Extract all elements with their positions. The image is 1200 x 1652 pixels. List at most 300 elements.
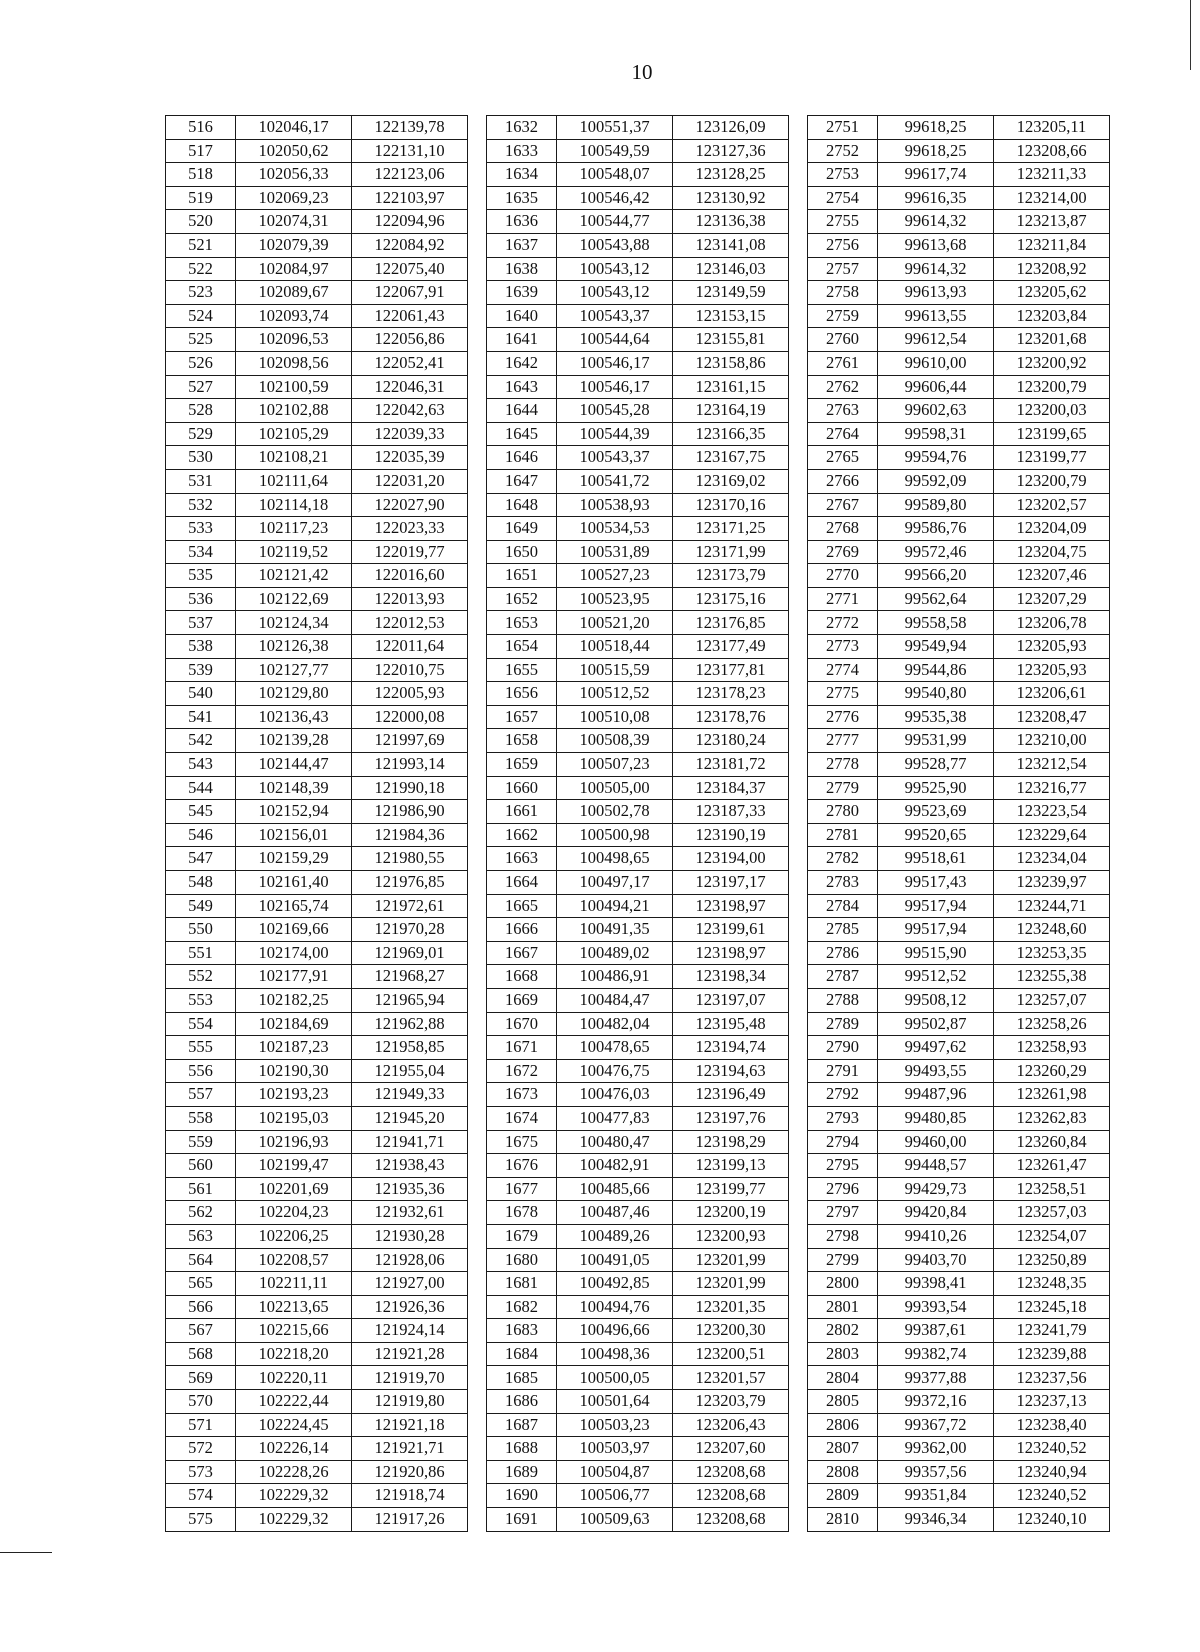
x-coordinate-cell: 102193,23	[236, 1083, 352, 1107]
y-coordinate-cell: 123211,33	[994, 163, 1110, 187]
point-number-cell: 1672	[487, 1059, 557, 1083]
point-number-cell: 529	[166, 422, 236, 446]
x-coordinate-cell: 99515,90	[878, 941, 994, 965]
x-coordinate-cell: 102079,39	[236, 233, 352, 257]
y-coordinate-cell: 123198,97	[673, 941, 789, 965]
y-coordinate-cell: 123203,84	[994, 304, 1110, 328]
x-coordinate-cell: 102108,21	[236, 446, 352, 470]
column-separator	[468, 1177, 487, 1201]
x-coordinate-cell: 102213,65	[236, 1295, 352, 1319]
y-coordinate-cell: 123248,35	[994, 1272, 1110, 1296]
x-coordinate-cell: 99517,94	[878, 918, 994, 942]
x-coordinate-cell: 100541,72	[557, 469, 673, 493]
y-coordinate-cell: 123197,07	[673, 988, 789, 1012]
table-row	[166, 1295, 1110, 1319]
point-number-cell: 1669	[487, 988, 557, 1012]
point-number-cell: 1684	[487, 1342, 557, 1366]
point-number-cell: 535	[166, 564, 236, 588]
x-coordinate-cell: 100491,35	[557, 918, 673, 942]
x-coordinate-cell: 99372,16	[878, 1390, 994, 1414]
y-coordinate-cell: 123136,38	[673, 210, 789, 234]
y-coordinate-cell: 121969,01	[352, 941, 468, 965]
x-coordinate-cell: 100538,93	[557, 493, 673, 517]
y-coordinate-cell: 123197,76	[673, 1106, 789, 1130]
point-number-cell: 2751	[808, 116, 878, 140]
point-number-cell: 2785	[808, 918, 878, 942]
x-coordinate-cell: 99518,61	[878, 847, 994, 871]
y-coordinate-cell: 123207,60	[673, 1437, 789, 1461]
scan-margin-line	[1190, 0, 1191, 70]
point-number-cell: 1675	[487, 1130, 557, 1154]
x-coordinate-cell: 99502,87	[878, 1012, 994, 1036]
point-number-cell: 2799	[808, 1248, 878, 1272]
x-coordinate-cell: 99520,65	[878, 823, 994, 847]
column-separator	[789, 375, 808, 399]
x-coordinate-cell: 99616,35	[878, 186, 994, 210]
y-coordinate-cell: 123260,29	[994, 1059, 1110, 1083]
column-separator	[468, 871, 487, 895]
column-separator	[789, 705, 808, 729]
point-number-cell: 2755	[808, 210, 878, 234]
point-number-cell: 1685	[487, 1366, 557, 1390]
point-number-cell: 1647	[487, 469, 557, 493]
column-separator	[789, 1083, 808, 1107]
x-coordinate-cell: 102089,67	[236, 281, 352, 305]
table-row	[166, 941, 1110, 965]
y-coordinate-cell: 121993,14	[352, 753, 468, 777]
x-coordinate-cell: 102161,40	[236, 871, 352, 895]
x-coordinate-cell: 99592,09	[878, 469, 994, 493]
x-coordinate-cell: 100480,47	[557, 1130, 673, 1154]
point-number-cell: 574	[166, 1484, 236, 1508]
table-row	[166, 1248, 1110, 1272]
x-coordinate-cell: 100546,17	[557, 351, 673, 375]
point-number-cell: 1676	[487, 1154, 557, 1178]
y-coordinate-cell: 123203,79	[673, 1390, 789, 1414]
column-separator	[789, 304, 808, 328]
x-coordinate-cell: 102220,11	[236, 1366, 352, 1390]
x-coordinate-cell: 99393,54	[878, 1295, 994, 1319]
point-number-cell: 543	[166, 753, 236, 777]
point-number-cell: 1639	[487, 281, 557, 305]
column-separator	[468, 823, 487, 847]
y-coordinate-cell: 121941,71	[352, 1130, 468, 1154]
y-coordinate-cell: 123204,75	[994, 540, 1110, 564]
x-coordinate-cell: 100512,52	[557, 682, 673, 706]
y-coordinate-cell: 123237,56	[994, 1366, 1110, 1390]
table-row	[166, 1036, 1110, 1060]
column-separator	[468, 328, 487, 352]
y-coordinate-cell: 121968,27	[352, 965, 468, 989]
y-coordinate-cell: 123176,85	[673, 611, 789, 635]
x-coordinate-cell: 102174,00	[236, 941, 352, 965]
x-coordinate-cell: 100489,26	[557, 1224, 673, 1248]
point-number-cell: 518	[166, 163, 236, 187]
y-coordinate-cell: 122010,75	[352, 658, 468, 682]
x-coordinate-cell: 99528,77	[878, 753, 994, 777]
x-coordinate-cell: 99562,64	[878, 587, 994, 611]
column-separator	[789, 1036, 808, 1060]
column-separator	[789, 351, 808, 375]
x-coordinate-cell: 100509,63	[557, 1508, 673, 1532]
x-coordinate-cell: 99540,80	[878, 682, 994, 706]
point-number-cell: 2776	[808, 705, 878, 729]
x-coordinate-cell: 100543,88	[557, 233, 673, 257]
x-coordinate-cell: 99351,84	[878, 1484, 994, 1508]
x-coordinate-cell: 99420,84	[878, 1201, 994, 1225]
y-coordinate-cell: 123180,24	[673, 729, 789, 753]
y-coordinate-cell: 123210,00	[994, 729, 1110, 753]
column-separator	[789, 635, 808, 659]
point-number-cell: 2780	[808, 800, 878, 824]
y-coordinate-cell: 121935,36	[352, 1177, 468, 1201]
point-number-cell: 2798	[808, 1224, 878, 1248]
column-separator	[468, 281, 487, 305]
column-separator	[468, 139, 487, 163]
column-separator	[789, 186, 808, 210]
y-coordinate-cell: 122031,20	[352, 469, 468, 493]
column-separator	[789, 257, 808, 281]
y-coordinate-cell: 123238,40	[994, 1413, 1110, 1437]
y-coordinate-cell: 123208,68	[673, 1484, 789, 1508]
y-coordinate-cell: 123204,09	[994, 517, 1110, 541]
point-number-cell: 1637	[487, 233, 557, 257]
y-coordinate-cell: 123187,33	[673, 800, 789, 824]
point-number-cell: 2781	[808, 823, 878, 847]
x-coordinate-cell: 100496,66	[557, 1319, 673, 1343]
y-coordinate-cell: 123257,03	[994, 1201, 1110, 1225]
y-coordinate-cell: 121918,74	[352, 1484, 468, 1508]
y-coordinate-cell: 123244,71	[994, 894, 1110, 918]
table-body	[166, 116, 1110, 1532]
point-number-cell: 555	[166, 1036, 236, 1060]
point-number-cell: 1670	[487, 1012, 557, 1036]
y-coordinate-cell: 123214,00	[994, 186, 1110, 210]
x-coordinate-cell: 99523,69	[878, 800, 994, 824]
point-number-cell: 516	[166, 116, 236, 140]
y-coordinate-cell: 123200,03	[994, 399, 1110, 423]
y-coordinate-cell: 123207,46	[994, 564, 1110, 588]
y-coordinate-cell: 123208,47	[994, 705, 1110, 729]
x-coordinate-cell: 100503,97	[557, 1437, 673, 1461]
x-coordinate-cell: 100482,91	[557, 1154, 673, 1178]
x-coordinate-cell: 100491,05	[557, 1248, 673, 1272]
table-row	[166, 493, 1110, 517]
x-coordinate-cell: 100551,37	[557, 116, 673, 140]
point-number-cell: 2765	[808, 446, 878, 470]
y-coordinate-cell: 123239,88	[994, 1342, 1110, 1366]
y-coordinate-cell: 123201,99	[673, 1272, 789, 1296]
column-separator	[468, 776, 487, 800]
x-coordinate-cell: 99618,25	[878, 116, 994, 140]
column-separator	[789, 281, 808, 305]
point-number-cell: 1656	[487, 682, 557, 706]
y-coordinate-cell: 123200,92	[994, 351, 1110, 375]
table-row	[166, 658, 1110, 682]
point-number-cell: 1677	[487, 1177, 557, 1201]
x-coordinate-cell: 102218,20	[236, 1342, 352, 1366]
column-separator	[468, 894, 487, 918]
table-row	[166, 1177, 1110, 1201]
x-coordinate-cell: 102114,18	[236, 493, 352, 517]
column-separator	[468, 1460, 487, 1484]
point-number-cell: 1652	[487, 587, 557, 611]
point-number-cell: 1633	[487, 139, 557, 163]
x-coordinate-cell: 100544,39	[557, 422, 673, 446]
column-separator	[789, 116, 808, 140]
x-coordinate-cell: 99448,57	[878, 1154, 994, 1178]
y-coordinate-cell: 123195,48	[673, 1012, 789, 1036]
x-coordinate-cell: 102228,26	[236, 1460, 352, 1484]
y-coordinate-cell: 123202,57	[994, 493, 1110, 517]
x-coordinate-cell: 99549,94	[878, 635, 994, 659]
x-coordinate-cell: 102084,97	[236, 257, 352, 281]
point-number-cell: 537	[166, 611, 236, 635]
y-coordinate-cell: 122023,33	[352, 517, 468, 541]
point-number-cell: 538	[166, 635, 236, 659]
point-number-cell: 2805	[808, 1390, 878, 1414]
table-row	[166, 1366, 1110, 1390]
column-separator	[468, 729, 487, 753]
y-coordinate-cell: 121919,80	[352, 1390, 468, 1414]
y-coordinate-cell: 123198,97	[673, 894, 789, 918]
x-coordinate-cell: 100494,21	[557, 894, 673, 918]
table-row	[166, 988, 1110, 1012]
point-number-cell: 562	[166, 1201, 236, 1225]
x-coordinate-cell: 99602,63	[878, 399, 994, 423]
x-coordinate-cell: 100548,07	[557, 163, 673, 187]
x-coordinate-cell: 102111,64	[236, 469, 352, 493]
y-coordinate-cell: 123240,52	[994, 1437, 1110, 1461]
x-coordinate-cell: 99572,46	[878, 540, 994, 564]
x-coordinate-cell: 100534,53	[557, 517, 673, 541]
y-coordinate-cell: 121984,36	[352, 823, 468, 847]
y-coordinate-cell: 121986,90	[352, 800, 468, 824]
y-coordinate-cell: 122012,53	[352, 611, 468, 635]
y-coordinate-cell: 123199,77	[673, 1177, 789, 1201]
x-coordinate-cell: 100500,05	[557, 1366, 673, 1390]
column-separator	[468, 304, 487, 328]
x-coordinate-cell: 100523,95	[557, 587, 673, 611]
y-coordinate-cell: 122042,63	[352, 399, 468, 423]
y-coordinate-cell: 122016,60	[352, 564, 468, 588]
table-row	[166, 1083, 1110, 1107]
x-coordinate-cell: 99610,00	[878, 351, 994, 375]
x-coordinate-cell: 102177,91	[236, 965, 352, 989]
column-separator	[468, 163, 487, 187]
point-number-cell: 2761	[808, 351, 878, 375]
y-coordinate-cell: 121980,55	[352, 847, 468, 871]
x-coordinate-cell: 99497,62	[878, 1036, 994, 1060]
table-row	[166, 1154, 1110, 1178]
point-number-cell: 560	[166, 1154, 236, 1178]
x-coordinate-cell: 102165,74	[236, 894, 352, 918]
y-coordinate-cell: 123201,35	[673, 1295, 789, 1319]
column-separator	[468, 399, 487, 423]
x-coordinate-cell: 102098,56	[236, 351, 352, 375]
column-separator	[468, 800, 487, 824]
point-number-cell: 2786	[808, 941, 878, 965]
x-coordinate-cell: 102129,80	[236, 682, 352, 706]
table-row	[166, 800, 1110, 824]
y-coordinate-cell: 123198,29	[673, 1130, 789, 1154]
point-number-cell: 1643	[487, 375, 557, 399]
column-separator	[468, 1224, 487, 1248]
table-row	[166, 894, 1110, 918]
column-separator	[468, 1036, 487, 1060]
y-coordinate-cell: 123205,11	[994, 116, 1110, 140]
column-separator	[789, 493, 808, 517]
table-row	[166, 611, 1110, 635]
y-coordinate-cell: 123258,51	[994, 1177, 1110, 1201]
column-separator	[468, 493, 487, 517]
point-number-cell: 2792	[808, 1083, 878, 1107]
point-number-cell: 1687	[487, 1413, 557, 1437]
column-separator	[468, 422, 487, 446]
point-number-cell: 526	[166, 351, 236, 375]
table-row	[166, 729, 1110, 753]
point-number-cell: 2788	[808, 988, 878, 1012]
point-number-cell: 2809	[808, 1484, 878, 1508]
x-coordinate-cell: 100476,75	[557, 1059, 673, 1083]
column-separator	[468, 116, 487, 140]
column-separator	[468, 186, 487, 210]
y-coordinate-cell: 121924,14	[352, 1319, 468, 1343]
y-coordinate-cell: 123262,83	[994, 1106, 1110, 1130]
y-coordinate-cell: 123223,54	[994, 800, 1110, 824]
point-number-cell: 2793	[808, 1106, 878, 1130]
y-coordinate-cell: 122061,43	[352, 304, 468, 328]
y-coordinate-cell: 121958,85	[352, 1036, 468, 1060]
x-coordinate-cell: 100527,23	[557, 564, 673, 588]
point-number-cell: 564	[166, 1248, 236, 1272]
x-coordinate-cell: 99410,26	[878, 1224, 994, 1248]
y-coordinate-cell: 123240,52	[994, 1484, 1110, 1508]
point-number-cell: 1686	[487, 1390, 557, 1414]
column-separator	[468, 210, 487, 234]
x-coordinate-cell: 102169,66	[236, 918, 352, 942]
point-number-cell: 1634	[487, 163, 557, 187]
y-coordinate-cell: 121997,69	[352, 729, 468, 753]
point-number-cell: 1651	[487, 564, 557, 588]
column-separator	[789, 1390, 808, 1414]
point-number-cell: 1683	[487, 1319, 557, 1343]
column-separator	[468, 1366, 487, 1390]
point-number-cell: 550	[166, 918, 236, 942]
x-coordinate-cell: 102204,23	[236, 1201, 352, 1225]
y-coordinate-cell: 123212,54	[994, 753, 1110, 777]
column-separator	[468, 847, 487, 871]
y-coordinate-cell: 121949,33	[352, 1083, 468, 1107]
y-coordinate-cell: 122035,39	[352, 446, 468, 470]
page-number: 10	[631, 60, 653, 84]
point-number-cell: 2753	[808, 163, 878, 187]
point-number-cell: 2760	[808, 328, 878, 352]
y-coordinate-cell: 123170,16	[673, 493, 789, 517]
y-coordinate-cell: 121921,71	[352, 1437, 468, 1461]
y-coordinate-cell: 123153,15	[673, 304, 789, 328]
point-number-cell: 531	[166, 469, 236, 493]
y-coordinate-cell: 123213,87	[994, 210, 1110, 234]
point-number-cell: 552	[166, 965, 236, 989]
table-row	[166, 1484, 1110, 1508]
y-coordinate-cell: 123169,02	[673, 469, 789, 493]
x-coordinate-cell: 100478,65	[557, 1036, 673, 1060]
y-coordinate-cell: 123240,10	[994, 1508, 1110, 1532]
x-coordinate-cell: 99377,88	[878, 1366, 994, 1390]
column-separator	[468, 233, 487, 257]
y-coordinate-cell: 123181,72	[673, 753, 789, 777]
column-separator	[468, 941, 487, 965]
y-coordinate-cell: 123161,15	[673, 375, 789, 399]
point-number-cell: 2754	[808, 186, 878, 210]
x-coordinate-cell: 100476,03	[557, 1083, 673, 1107]
table-row	[166, 564, 1110, 588]
point-number-cell: 549	[166, 894, 236, 918]
x-coordinate-cell: 99362,00	[878, 1437, 994, 1461]
y-coordinate-cell: 123164,19	[673, 399, 789, 423]
point-number-cell: 1641	[487, 328, 557, 352]
column-separator	[789, 823, 808, 847]
point-number-cell: 546	[166, 823, 236, 847]
point-number-cell: 2763	[808, 399, 878, 423]
point-number-cell: 2802	[808, 1319, 878, 1343]
x-coordinate-cell: 99487,96	[878, 1083, 994, 1107]
x-coordinate-cell: 99586,76	[878, 517, 994, 541]
x-coordinate-cell: 100545,28	[557, 399, 673, 423]
point-number-cell: 1655	[487, 658, 557, 682]
table-row	[166, 163, 1110, 187]
column-separator	[468, 682, 487, 706]
point-number-cell: 1653	[487, 611, 557, 635]
column-separator	[789, 1460, 808, 1484]
y-coordinate-cell: 121955,04	[352, 1059, 468, 1083]
x-coordinate-cell: 102122,69	[236, 587, 352, 611]
y-coordinate-cell: 122011,64	[352, 635, 468, 659]
x-coordinate-cell: 99387,61	[878, 1319, 994, 1343]
column-separator	[789, 1272, 808, 1296]
y-coordinate-cell: 122084,92	[352, 233, 468, 257]
y-coordinate-cell: 123199,65	[994, 422, 1110, 446]
table-row	[166, 1059, 1110, 1083]
column-separator	[468, 351, 487, 375]
x-coordinate-cell: 100486,91	[557, 965, 673, 989]
point-number-cell: 1689	[487, 1460, 557, 1484]
x-coordinate-cell: 99429,73	[878, 1177, 994, 1201]
point-number-cell: 561	[166, 1177, 236, 1201]
table-row	[166, 918, 1110, 942]
y-coordinate-cell: 121990,18	[352, 776, 468, 800]
column-separator	[789, 210, 808, 234]
y-coordinate-cell: 122046,31	[352, 375, 468, 399]
x-coordinate-cell: 102195,03	[236, 1106, 352, 1130]
column-separator	[468, 705, 487, 729]
point-number-cell: 1671	[487, 1036, 557, 1060]
table-row	[166, 1224, 1110, 1248]
x-coordinate-cell: 100497,17	[557, 871, 673, 895]
y-coordinate-cell: 122039,33	[352, 422, 468, 446]
y-coordinate-cell: 123177,81	[673, 658, 789, 682]
table-row	[166, 116, 1110, 140]
point-number-cell: 2790	[808, 1036, 878, 1060]
point-number-cell: 2784	[808, 894, 878, 918]
y-coordinate-cell: 123167,75	[673, 446, 789, 470]
point-number-cell: 524	[166, 304, 236, 328]
x-coordinate-cell: 102201,69	[236, 1177, 352, 1201]
column-separator	[468, 540, 487, 564]
y-coordinate-cell: 123200,30	[673, 1319, 789, 1343]
x-coordinate-cell: 99382,74	[878, 1342, 994, 1366]
